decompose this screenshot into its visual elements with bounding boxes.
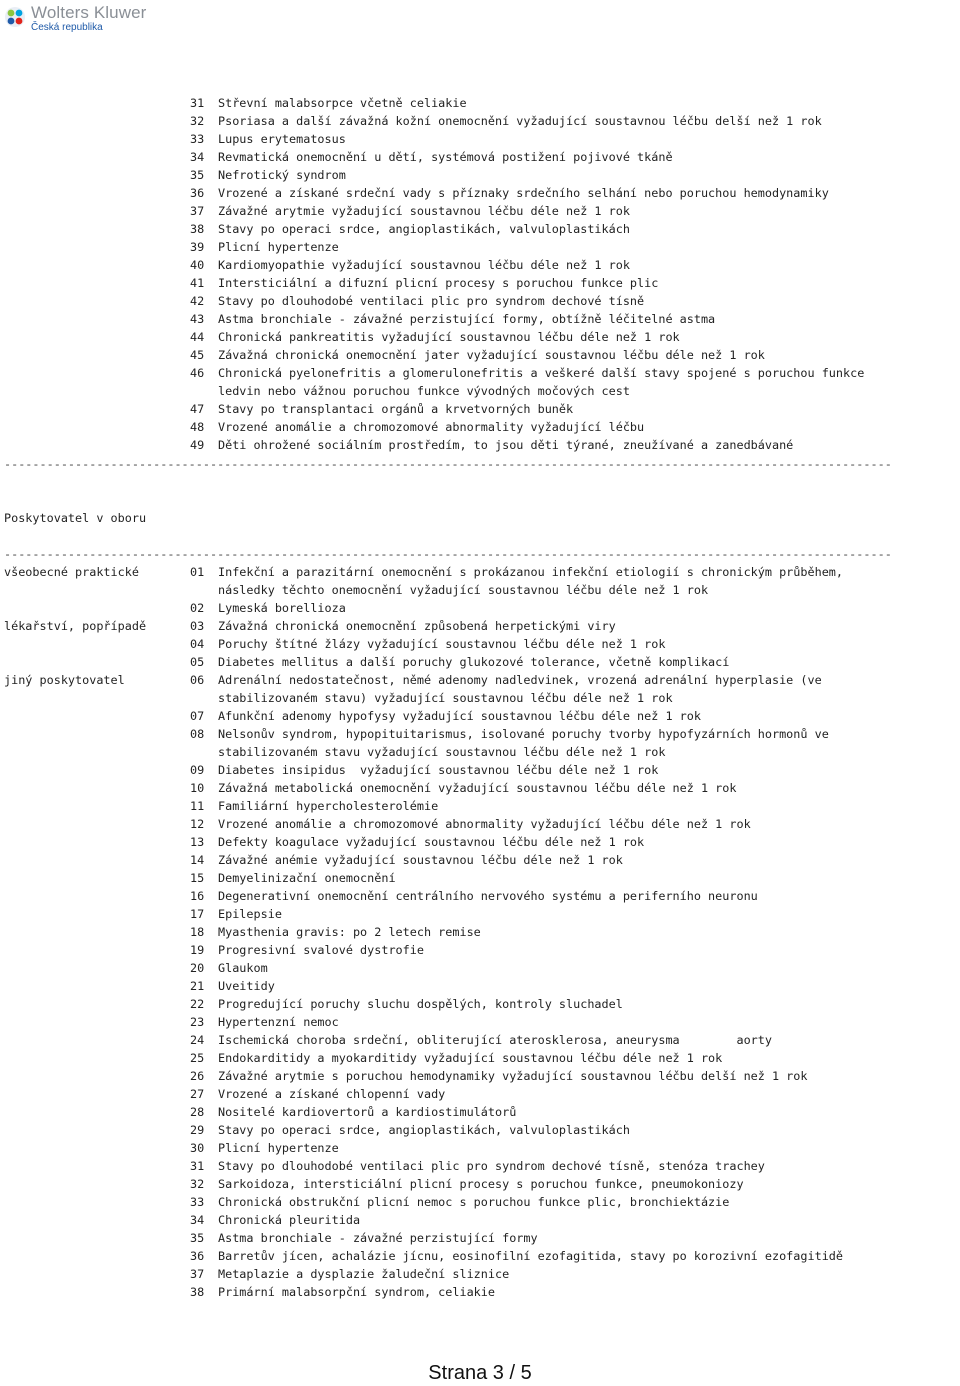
list-item	[190, 148, 864, 166]
item-text: Demyelinizační onemocnění	[218, 871, 396, 885]
item-number: 31	[190, 96, 205, 110]
item-number: 05	[190, 655, 205, 669]
list-item	[190, 130, 864, 148]
item-text: Závažné anémie vyžadující soustavnou léčbu déle než 1 rok	[218, 853, 623, 867]
item-text: Diabetes mellitus a další poruchy glukozové tolerance, včetně komplikací	[218, 655, 730, 669]
item-number: 16	[190, 889, 205, 903]
item-text: Epilepsie	[218, 907, 282, 921]
item-number: 37	[190, 204, 205, 218]
item-text: stabilizovaném stavu vyžadující soustavnou léčbu déle než 1 rok	[218, 745, 666, 759]
item-number	[190, 689, 218, 707]
item-number: 15	[190, 871, 205, 885]
list-item	[190, 599, 843, 617]
list-item	[190, 1175, 843, 1193]
item-number: 47	[190, 402, 205, 416]
item-number: 32	[190, 1177, 205, 1191]
list-item	[190, 653, 843, 671]
item-number: 48	[190, 420, 205, 434]
list-item	[190, 923, 843, 941]
item-number: 31	[190, 1159, 205, 1173]
item-number: 34	[190, 1213, 205, 1227]
item-text: Nositelé kardiovertorů a kardiostimulátorů	[218, 1105, 517, 1119]
list-item	[190, 1157, 843, 1175]
item-text: Endokarditidy a myokarditidy vyžadující soustavnou léčbu déle než 1 rok	[218, 1051, 723, 1065]
list-item	[190, 400, 864, 418]
item-text: Metaplazie a dysplazie žaludeční sliznice	[218, 1267, 510, 1281]
item-text: Ischemická choroba srdeční, obliterující aterosklerosa, aneurysma aorty	[218, 1033, 772, 1047]
item-number: 32	[190, 114, 205, 128]
item-number: 01	[190, 565, 205, 579]
list-item	[190, 1229, 843, 1247]
item-number: 29	[190, 1123, 205, 1137]
list-item	[190, 707, 843, 725]
item-text: Infekční a parazitární onemocnění s prokázanou infekční etiologií s chronickým průběhem,	[218, 565, 844, 579]
item-text: Diabetes insipidus vyžadující soustavnou léčbu déle než 1 rok	[218, 763, 659, 777]
item-number: 39	[190, 240, 205, 254]
item-text: Chronická obstrukční plicní nemoc s poruchou funkce plic, bronchiektázie	[218, 1195, 730, 1209]
list-item	[190, 815, 843, 833]
item-number: 03	[190, 619, 205, 633]
logo-brand: Wolters Kluwer	[31, 3, 147, 22]
logo	[4, 4, 146, 33]
item-number	[190, 581, 218, 599]
item-number: 04	[190, 637, 205, 651]
item-number: 28	[190, 1105, 205, 1119]
item-text: Familiární hypercholesterolémie	[218, 799, 439, 813]
list-item	[190, 274, 864, 292]
list-item	[190, 833, 843, 851]
item-number: 38	[190, 222, 205, 236]
item-number: 36	[190, 186, 205, 200]
item-number: 19	[190, 943, 205, 957]
item-number: 37	[190, 1267, 205, 1281]
list-item	[190, 238, 864, 256]
item-text: Kardiomyopathie vyžadující soustavnou léčbu déle než 1 rok	[218, 258, 630, 272]
item-number: 42	[190, 294, 205, 308]
item-text: Děti ohrožené sociálním prostředím, to jsou děti týrané, zneužívané a zanedbávané	[218, 438, 794, 452]
item-number: 43	[190, 312, 205, 326]
item-number: 41	[190, 276, 205, 290]
item-text: Vrozené anomálie a chromozomové abnormality vyžadující léčbu	[218, 420, 645, 434]
separator-line: -----------------------------------------------------------------------------------------------------------------------------	[4, 457, 892, 471]
item-text: Adrenální nedostatečnost, němé adenomy nadledvinek, vrozená adrenální hyperplasie (ve	[218, 673, 822, 687]
list-item	[190, 1121, 843, 1139]
list-item	[190, 851, 843, 869]
list-item	[190, 1085, 843, 1103]
list-item	[190, 797, 843, 815]
list-item	[190, 617, 843, 635]
item-text: Barretův jícen, achalázie jícnu, eosinofilní ezofagitida, stavy po korozivní ezofagitidě	[218, 1249, 844, 1263]
item-number: 35	[190, 1231, 205, 1245]
item-number: 33	[190, 1195, 205, 1209]
provider-label-line: Poskytovatel v oboru	[4, 511, 147, 525]
list-item	[190, 1211, 843, 1229]
item-text: Uveitidy	[218, 979, 275, 993]
list-item	[190, 202, 864, 220]
item-text: stabilizovaném stavu) vyžadující soustavnou léčbu déle než 1 rok	[218, 691, 673, 705]
list-item	[190, 977, 843, 995]
provider-label-line: lékařství, popřípadě	[4, 619, 147, 633]
list-item	[190, 941, 843, 959]
item-text: Psoriasa a další závažná kožní onemocnění vyžadující soustavnou léčbu delší než 1 rok	[218, 114, 822, 128]
item-number: 38	[190, 1285, 205, 1299]
item-text: Defekty koagulace vyžadující soustavnou léčbu déle než 1 rok	[218, 835, 645, 849]
item-number: 21	[190, 979, 205, 993]
item-number: 25	[190, 1051, 205, 1065]
item-number	[190, 743, 218, 761]
list-item	[190, 761, 843, 779]
item-number: 09	[190, 763, 205, 777]
item-number: 35	[190, 168, 205, 182]
item-text: Myasthenia gravis: po 2 letech remise	[218, 925, 481, 939]
list-item	[190, 382, 864, 400]
item-number: 49	[190, 438, 205, 452]
item-number: 26	[190, 1069, 205, 1083]
item-text: Lymeská borellioza	[218, 601, 346, 615]
item-text: Závažná chronická onemocnění způsobená herpetickými viry	[218, 619, 616, 633]
item-number	[190, 382, 218, 400]
item-text: Intersticiální a difuzní plicní procesy s poruchou funkce plic	[218, 276, 659, 290]
list-item	[190, 887, 843, 905]
wolters-kluwer-logo-icon	[4, 6, 26, 28]
item-text: Degenerativní onemocnění centrálního nervového systému a periferního neuronu	[218, 889, 758, 903]
list-item	[190, 1103, 843, 1121]
item-number: 02	[190, 601, 205, 615]
item-number: 11	[190, 799, 205, 813]
item-number: 22	[190, 997, 205, 1011]
item-number: 07	[190, 709, 205, 723]
item-number: 44	[190, 330, 205, 344]
list-item	[190, 256, 864, 274]
list-item	[190, 364, 864, 382]
list-item	[190, 689, 843, 707]
item-text: Revmatická onemocnění u dětí, systémová postižení pojivové tkáně	[218, 150, 673, 164]
item-text: Vrozené a získané chlopenní vady	[218, 1087, 446, 1101]
item-number: 12	[190, 817, 205, 831]
list-item	[190, 563, 843, 581]
item-number: 20	[190, 961, 205, 975]
item-number: 40	[190, 258, 205, 272]
list-item	[190, 995, 843, 1013]
provider-label	[4, 473, 146, 707]
list-item	[190, 1067, 843, 1085]
item-text: Nefrotický syndrom	[218, 168, 346, 182]
list-item	[190, 959, 843, 977]
item-number: 34	[190, 150, 205, 164]
item-number: 46	[190, 366, 205, 380]
list-item	[190, 220, 864, 238]
diagnosis-list-top	[190, 94, 864, 454]
item-text: Progredující poruchy sluchu dospělých, kontroly sluchadel	[218, 997, 623, 1011]
list-item	[190, 166, 864, 184]
list-item	[190, 869, 843, 887]
list-item	[190, 635, 843, 653]
item-text: Střevní malabsorpce včetně celiakie	[218, 96, 467, 110]
separator-line: -----------------------------------------------------------------------------------------------------------------------------	[4, 547, 892, 561]
item-number: 27	[190, 1087, 205, 1101]
item-text: následky těchto onemocnění vyžadující soustavnou léčbu déle než 1 rok	[218, 583, 709, 597]
item-text: Stavy po dlouhodobé ventilaci plic pro syndrom dechové tísně	[218, 294, 645, 308]
list-item	[190, 418, 864, 436]
item-text: Vrozené anomálie a chromozomové abnormality vyžadující léčbu déle než 1 rok	[218, 817, 751, 831]
item-number: 36	[190, 1249, 205, 1263]
item-text: Chronická pyelonefritis a glomerulonefritis a veškeré další stavy spojené s poruchou funkce	[218, 366, 865, 380]
list-item	[190, 743, 843, 761]
item-number: 13	[190, 835, 205, 849]
list-item	[190, 310, 864, 328]
diagnosis-list-bottom	[190, 563, 843, 1301]
item-text: Sarkoidoza, intersticiální plicní procesy s poruchou funkce, pneumokoniozy	[218, 1177, 744, 1191]
item-text: Astma bronchiale - závažné perzistující formy	[218, 1231, 538, 1245]
page-number: Strana 3 / 5	[428, 1362, 532, 1384]
list-item	[190, 436, 864, 454]
list-item	[190, 1247, 843, 1265]
item-text: Závažná chronická onemocnění jater vyžadující soustavnou léčbu déle než 1 rok	[218, 348, 765, 362]
item-number: 06	[190, 673, 205, 687]
item-text: ledvin nebo vážnou poruchou funkce vývodných močových cest	[218, 384, 630, 398]
list-item	[190, 1049, 843, 1067]
item-text: Závažná metabolická onemocnění vyžadující soustavnou léčbu déle než 1 rok	[218, 781, 737, 795]
item-number: 33	[190, 132, 205, 146]
item-number: 45	[190, 348, 205, 362]
item-text: Plicní hypertenze	[218, 240, 339, 254]
item-number: 14	[190, 853, 205, 867]
item-text: Vrozené a získané srdeční vady s příznaky srdečního selhání nebo poruchou hemodynamiky	[218, 186, 829, 200]
item-text: Stavy po operaci srdce, angioplastikách, valvuloplastikách	[218, 1123, 630, 1137]
list-item	[190, 1265, 843, 1283]
item-number: 24	[190, 1033, 205, 1047]
provider-label-line: všeobecné praktické	[4, 565, 139, 579]
item-text: Stavy po transplantaci orgánů a krvetvorných buněk	[218, 402, 574, 416]
list-item	[190, 779, 843, 797]
list-item	[190, 671, 843, 689]
item-number: 08	[190, 727, 205, 741]
item-text: Afunkční adenomy hypofysy vyžadující soustavnou léčbu déle než 1 rok	[218, 709, 701, 723]
list-item	[190, 94, 864, 112]
list-item	[190, 725, 843, 743]
item-text: Lupus erytematosus	[218, 132, 346, 146]
item-text: Závažné arytmie s poruchou hemodynamiky vyžadující soustavnou léčbu delší než 1 rok	[218, 1069, 808, 1083]
list-item	[190, 346, 864, 364]
list-item	[190, 581, 843, 599]
item-text: Stavy po dlouhodobé ventilaci plic pro syndrom dechové tísně, stenóza trachey	[218, 1159, 765, 1173]
list-item	[190, 905, 843, 923]
item-text: Progresivní svalové dystrofie	[218, 943, 424, 957]
item-number: 17	[190, 907, 205, 921]
provider-label-line: jiný poskytovatel	[4, 673, 125, 687]
list-item	[190, 1193, 843, 1211]
item-text: Glaukom	[218, 961, 268, 975]
list-item	[190, 1013, 843, 1031]
list-item	[190, 184, 864, 202]
item-text: Plicní hypertenze	[218, 1141, 339, 1155]
list-item	[190, 1283, 843, 1301]
item-number: 30	[190, 1141, 205, 1155]
item-text: Primární malabsorpční syndrom, celiakie	[218, 1285, 495, 1299]
item-text: Hypertenzní nemoc	[218, 1015, 339, 1029]
list-item	[190, 292, 864, 310]
item-text: Stavy po operaci srdce, angioplastikách, valvuloplastikách	[218, 222, 630, 236]
item-number: 10	[190, 781, 205, 795]
item-text: Závažné arytmie vyžadující soustavnou léčbu déle než 1 rok	[218, 204, 630, 218]
item-number: 23	[190, 1015, 205, 1029]
item-text: Chronická pleuritida	[218, 1213, 361, 1227]
list-item	[190, 1031, 843, 1049]
list-item	[190, 328, 864, 346]
item-text: Poruchy štítné žlázy vyžadující soustavnou léčbu déle než 1 rok	[218, 637, 666, 651]
item-text: Nelsonův syndrom, hypopituitarismus, isolované poruchy tvorby hypofyzárních hormonů ve	[218, 727, 829, 741]
list-item	[190, 112, 864, 130]
item-number: 18	[190, 925, 205, 939]
list-item	[190, 1139, 843, 1157]
logo-subtitle: Česká republika	[31, 22, 103, 33]
item-text: Chronická pankreatitis vyžadující soustavnou léčbu déle než 1 rok	[218, 330, 680, 344]
item-text: Astma bronchiale - závažné perzistující formy, obtížně léčitelné astma	[218, 312, 716, 326]
